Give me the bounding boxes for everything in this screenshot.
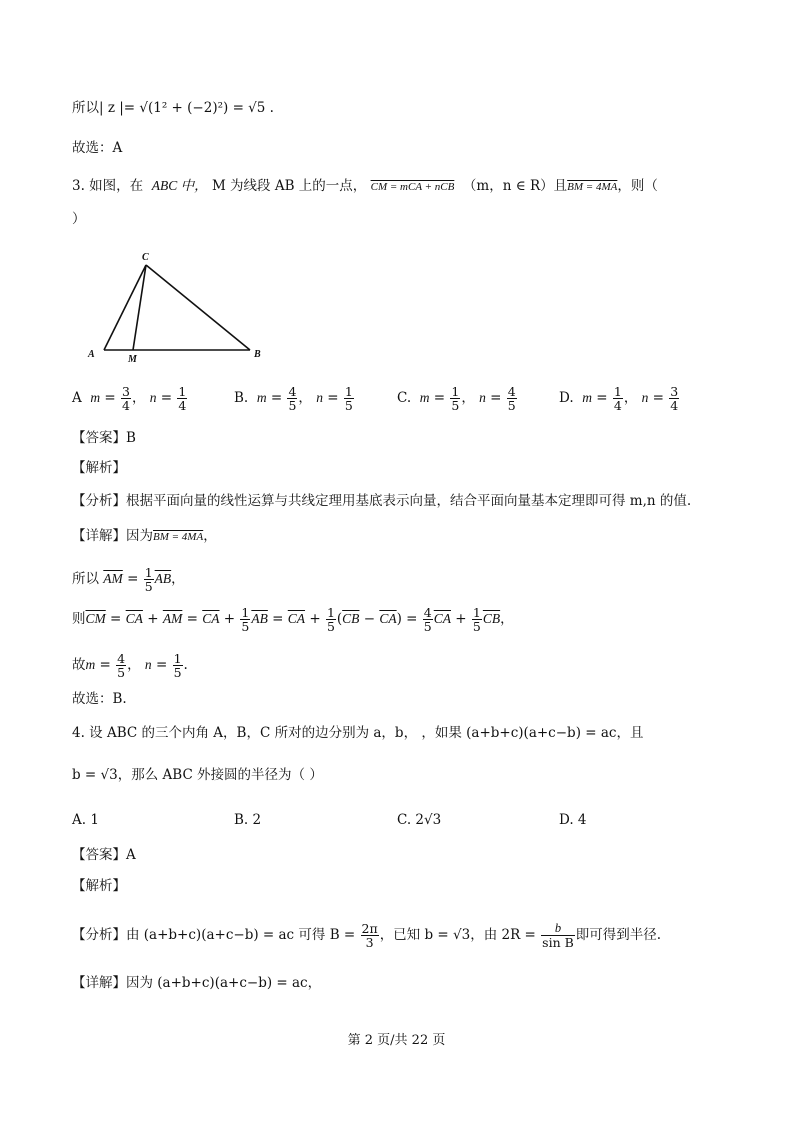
denominator: 4 <box>670 398 679 414</box>
q3-stem-c: M 为线段 AB 上的一点， <box>211 178 367 194</box>
numerator: 1 <box>144 565 153 580</box>
denominator: 5 <box>144 579 153 595</box>
q4-option-b[interactable]: B. 2 <box>234 812 262 828</box>
numerator: 1 <box>344 384 353 399</box>
var-m: m <box>85 657 96 673</box>
numerator: 1 <box>173 651 182 666</box>
q4-analysis-label: 【解析】 <box>72 878 126 894</box>
q4-stem2: b = √3，那么 ABC 外接圆的半径为（ ） <box>72 767 323 783</box>
numerator: 1 <box>326 605 335 620</box>
side-cb <box>146 265 250 350</box>
frac-1-5 <box>240 606 250 633</box>
frac-4-5 <box>116 652 126 679</box>
var-m: m <box>256 390 267 406</box>
q4-xiangjie: 【详解】因为 (a+b+c)(a+c−b) = ac， <box>72 975 322 991</box>
label-m: M <box>128 354 137 365</box>
q3-cond: （m，n ∈ R）且 <box>462 178 568 194</box>
step1-prefix: 所以 <box>72 571 99 588</box>
numerator: 4 <box>507 384 516 399</box>
numerator: 1 <box>472 605 481 620</box>
numerator: b <box>541 922 575 936</box>
option-letter: B. <box>234 390 249 407</box>
q3-vec-eq: CM = mCA + nCB <box>370 181 455 193</box>
q3-final: 故选：B. <box>72 691 127 707</box>
vec-cb: $\overline{CB}$ <box>482 611 501 627</box>
denominator: 5 <box>288 398 297 414</box>
numerator: 1 <box>451 384 460 399</box>
denominator: 5 <box>326 619 335 635</box>
var-n: n <box>641 390 649 406</box>
vec-ca: $\overline{CA}$ <box>287 611 306 627</box>
frac-1-5 <box>144 566 154 593</box>
numerator: 3 <box>670 384 679 399</box>
vec-am: $\overline{AM}$ <box>162 611 183 627</box>
previous-answer: 故选：A <box>72 140 123 156</box>
line1-expr: | z |= √(1² + (−2)²) = √5 . <box>99 100 274 116</box>
numerator: 3 <box>122 384 130 399</box>
q4-answer: 【答案】A <box>72 847 136 863</box>
n-frac <box>344 385 354 412</box>
n-frac <box>507 385 517 412</box>
q3-stem-close: ） <box>72 211 86 227</box>
var-n: n <box>479 390 486 406</box>
step2-prefix: 则 <box>72 611 86 628</box>
vec-am: $\overline{AM}$ <box>103 571 123 587</box>
q3-analysis-label: 【解析】 <box>72 460 126 476</box>
var-n: n <box>144 657 152 673</box>
numerator: 4 <box>288 384 297 399</box>
vec-ab: $\overline{AB}$ <box>154 571 172 587</box>
q3-fenxi: 【分析】根据平面向量的线性运算与共线定理用基底表示向量，结合平面向量基本定理即可得 m,n 的值. <box>72 493 692 509</box>
denominator: 5 <box>241 619 250 635</box>
vec-cb: $\overline{CB}$ <box>342 611 360 627</box>
q3-option-d[interactable]: D. m = $\frac{1}{4}$ ， n = $\frac{3}{4}$ <box>559 384 679 414</box>
numerator: 4 <box>117 651 126 666</box>
frac-1-5 <box>472 606 482 633</box>
var-m: m <box>582 390 592 406</box>
q3-option-b[interactable]: B. m = $\frac{4}{5}$ ， n = $\frac{1}{5}$ <box>234 384 353 414</box>
var-n: n <box>316 390 323 406</box>
q3-step2: 则$\overline{CM} = \overline{CA} + \overline{AM} = \overline{CA}$ + $\frac{1}{5}$ $\overline{AB} = \overline{CA}$ + $\frac{1}{5}$ $(\overline{CB} - \overline{CA})$ = $\frac{4}{5}$ $\overline{CA}$ + $\frac{1}{5}$ $\overline{CB}$， <box>72 605 514 635</box>
m-frac <box>450 385 460 412</box>
var-n: n <box>149 390 157 406</box>
line1-prefix: 所以 <box>72 100 99 116</box>
q3-step1: 所以 $\overline{AM}$ = $\frac{1}{5}$ $\overline{AB}$， <box>72 565 185 595</box>
q4-fenxi <box>72 922 661 949</box>
q3-stem-a: 3. 如图，在 <box>72 178 144 194</box>
q4-option-d[interactable]: D. 4 <box>559 812 587 828</box>
option-letter: C. <box>397 390 412 407</box>
q3-xiangjie: 【详解】因为BM = 4MA， <box>72 528 217 544</box>
numerator: 1 <box>613 384 622 399</box>
denominator: 5 <box>117 665 126 681</box>
option-letter: A <box>72 390 82 407</box>
page-footer: 第 2 页/共 22 页 <box>347 1033 446 1048</box>
q3-option-c[interactable]: C. m = $\frac{1}{5}$ ， n = $\frac{4}{5}$ <box>397 384 516 414</box>
numerator: 1 <box>241 605 250 620</box>
vec-ab: $\overline{AB}$ <box>251 611 268 627</box>
xiangjie-vec: BM = 4MA <box>153 531 204 543</box>
denominator: 4 <box>613 398 622 414</box>
q3-answer: 【答案】B <box>72 430 136 446</box>
vec-ca: $\overline{CA}$ <box>202 611 220 627</box>
fenxi-part-c: 即可得到半径. <box>575 927 662 944</box>
denominator: 3 <box>365 935 374 951</box>
step3-prefix: 故 <box>72 657 86 674</box>
frac-1-5 <box>173 652 183 679</box>
denominator: 5 <box>423 619 432 635</box>
q4-option-a[interactable]: A. 1 <box>72 812 99 828</box>
vec-ca: $\overline{CA}$ <box>379 611 397 627</box>
xiangjie-label: 【详解】因为 <box>72 528 153 544</box>
vec-cm: $\overline{CM}$ <box>85 611 106 627</box>
q3-step3: 故m = $\frac{4}{5}$ ， n = $\frac{1}{5}$ . <box>72 651 188 681</box>
denominator: 4 <box>122 398 130 414</box>
m-frac <box>287 385 297 412</box>
var-m: m <box>90 390 101 406</box>
triangle-figure <box>84 248 274 373</box>
numerator: 1 <box>178 384 187 399</box>
q3-stem <box>72 179 658 194</box>
frac-1-5 <box>326 606 336 633</box>
denominator: 4 <box>178 398 187 414</box>
denominator: 5 <box>451 398 460 414</box>
m-frac <box>613 385 623 412</box>
denominator: sin B <box>542 935 574 951</box>
denominator: 5 <box>344 398 353 414</box>
n-frac <box>669 385 679 412</box>
option-letter: D. <box>559 390 574 407</box>
m-frac <box>121 385 131 412</box>
q3-stem-end: ，则（ <box>617 178 658 194</box>
q4-option-c[interactable]: C. 2√3 <box>397 812 442 828</box>
label-b: B <box>254 349 261 360</box>
label-a: A <box>88 349 95 360</box>
q3-stem-b: ABC 中， <box>151 178 208 193</box>
denominator: 5 <box>472 619 481 635</box>
var-m: m <box>419 390 430 406</box>
vec-ca: $\overline{CA}$ <box>433 611 451 627</box>
fenxi-part-b: ，已知 b = √3，由 2R = <box>379 927 536 944</box>
result-line <box>72 102 274 116</box>
frac-b-sinb <box>541 922 575 949</box>
numerator: 2π <box>361 921 378 936</box>
frac-4-5 <box>423 606 433 633</box>
n-frac <box>177 385 187 412</box>
label-c: C <box>142 252 149 263</box>
denominator: 5 <box>507 398 516 414</box>
q3-vec-eq2: BM = 4MA <box>567 181 618 193</box>
fenxi-part-a: 【分析】由 (a+b+c)(a+c−b) = ac 可得 B = <box>72 927 356 944</box>
q3-option-a[interactable]: A m = $\frac{3}{4}$ ， n = $\frac{1}{4}$ <box>72 384 187 414</box>
vec-ca: $\overline{CA}$ <box>125 611 143 627</box>
denominator: 5 <box>173 665 182 681</box>
numerator: 4 <box>423 605 432 620</box>
frac-2pi-3 <box>361 922 379 949</box>
q4-stem: 4. 设 ABC 的三个内角 A，B，C 所对的边分别为 a，b， ，如果 (a+b+c)(a+c−b) = ac，且 <box>72 725 644 741</box>
